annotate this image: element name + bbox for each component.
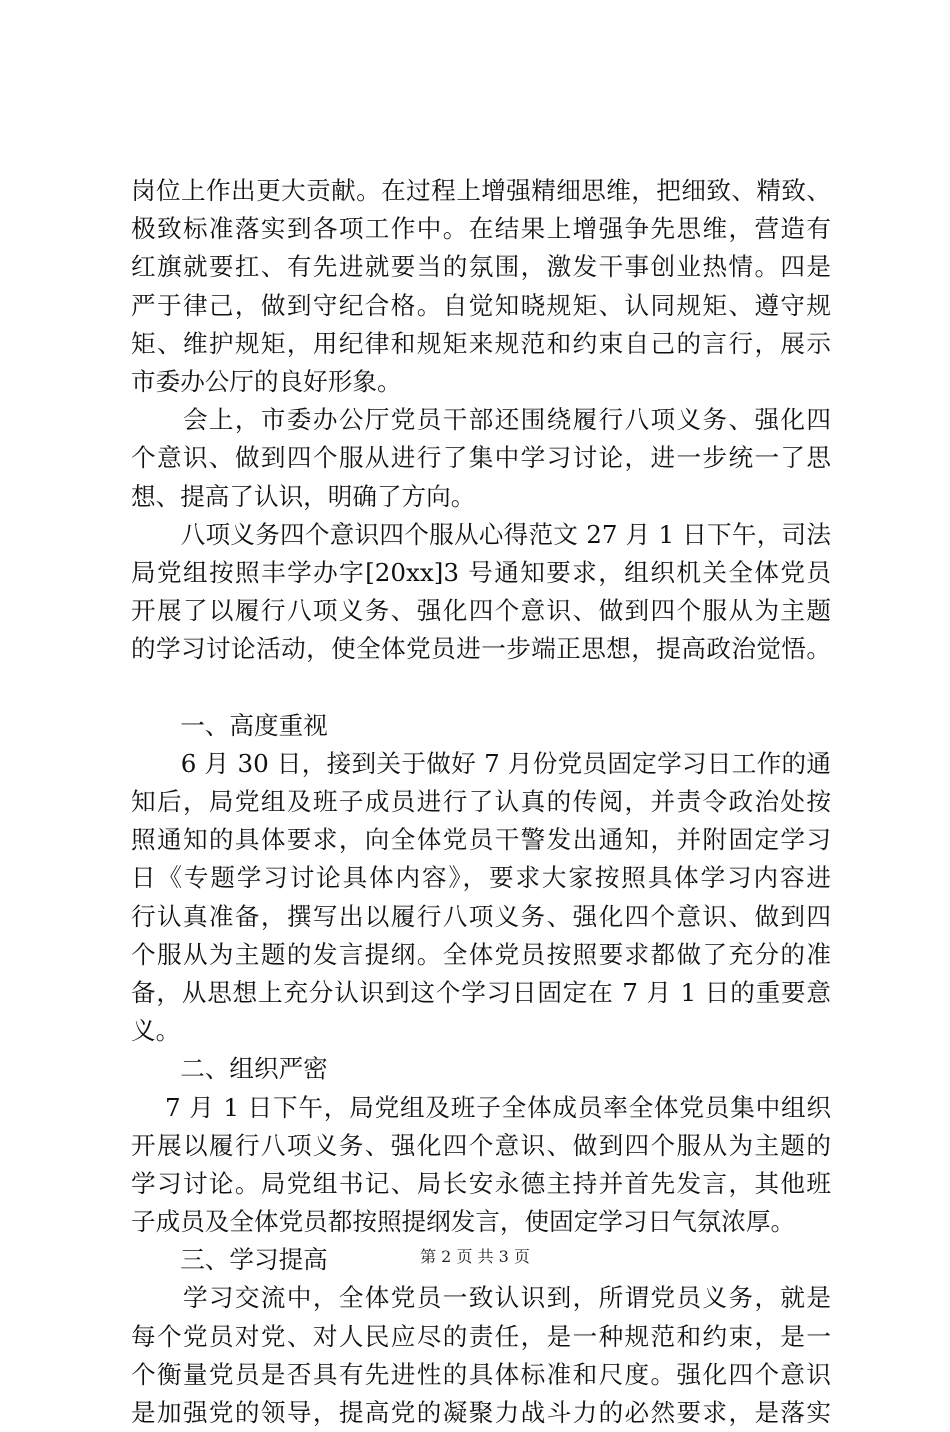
- text-line: 会上，市委办公厅党员干部还围绕履行八项义务、强化四: [131, 405, 831, 435]
- text-line: 个意识、做到四个服从进行了集中学习讨论，进一步统一了思: [131, 443, 831, 473]
- text-line: 知后，局党组及班子成员进行了认真的传阅，并责令政治处按: [131, 787, 831, 816]
- text-line: 备，从思想上充分认识到这个学习日固定在 7 月 1 日的重要意: [131, 977, 831, 1007]
- text-line: 日《专题学习讨论具体内容》，要求大家按照具体学习内容进: [131, 863, 831, 893]
- text-line: 矩、维护规矩，用纪律和规矩来规范和约束自己的言行，展示: [131, 328, 831, 358]
- text-line: 个服从为主题的发言提纲。全体党员按照要求都做了充分的准: [131, 939, 831, 969]
- text-line: 子成员及全体党员都按照提纲发言，使固定学习日气氛浓厚。: [131, 1207, 796, 1237]
- text-line: 市委办公厅的良好形象。: [131, 366, 402, 396]
- text-line: 开展了以履行八项义务、强化四个意识、做到四个服从为主题: [131, 596, 831, 626]
- text-line: 照通知的具体要求，向全体党员干警发出通知，并附固定学习: [131, 825, 831, 855]
- section-heading: 三、学习提高: [131, 1245, 328, 1275]
- blank-line: [131, 668, 831, 706]
- text-line: 想、提高了认识，明确了方向。: [131, 481, 476, 511]
- text-line: 的学习讨论活动，使全体党员进一步端正思想，提高政治觉悟。: [131, 634, 831, 664]
- text-line: 个衡量党员是否具有先进性的具体标准和尺度。强化四个意识: [131, 1359, 831, 1389]
- text-line: 极致标准落实到各项工作中。在结果上增强争先思维，营造有: [131, 214, 831, 244]
- text-line: 岗位上作出更大贡献。在过程上增强精细思维，把细致、精致、: [131, 176, 831, 205]
- text-line: 学习交流中，全体党员一致认识到，所谓党员义务，就是: [131, 1283, 831, 1313]
- text-line: 义。: [131, 1016, 181, 1046]
- text-line: 红旗就要扛、有先进就要当的氛围，激发干事创业热情。四是: [131, 252, 831, 282]
- text-line: 7 月 1 日下午，局党组及班子全体成员率全体党员集中组织: [131, 1092, 831, 1122]
- section-heading: 二、组织严密: [131, 1054, 328, 1084]
- text-line: 每个党员对党、对人民应尽的责任，是一种规范和约束，是一: [131, 1321, 831, 1351]
- page-footer: 第 2 页 共 3 页: [420, 1247, 530, 1266]
- text-line: 局党组按照丰学办字[20xx]3 号通知要求，组织机关全体党员: [131, 557, 831, 587]
- text-line: 严于律己，做到守纪合格。自觉知晓规矩、认同规矩、遵守规: [131, 290, 831, 320]
- text-line: 6 月 30 日，接到关于做好 7 月份党员固定学习日工作的通: [131, 748, 831, 778]
- text-line: 学习讨论。局党组书记、局长安永德主持并首先发言，其他班: [131, 1168, 831, 1198]
- text-line: 是加强党的领导，提高党的凝聚力战斗力的必然要求，是落实: [131, 1398, 831, 1427]
- text-line: 开展以履行八项义务、强化四个意识、做到四个服从为主题的: [131, 1130, 831, 1160]
- section-heading: 一、高度重视: [131, 710, 328, 740]
- document-body: [131, 172, 831, 1432]
- text-line: 行认真准备，撰写出以履行八项义务、强化四个意识、做到四: [131, 901, 831, 931]
- text-line: 八项义务四个意识四个服从心得范文 27 月 1 日下午，司法: [131, 519, 831, 549]
